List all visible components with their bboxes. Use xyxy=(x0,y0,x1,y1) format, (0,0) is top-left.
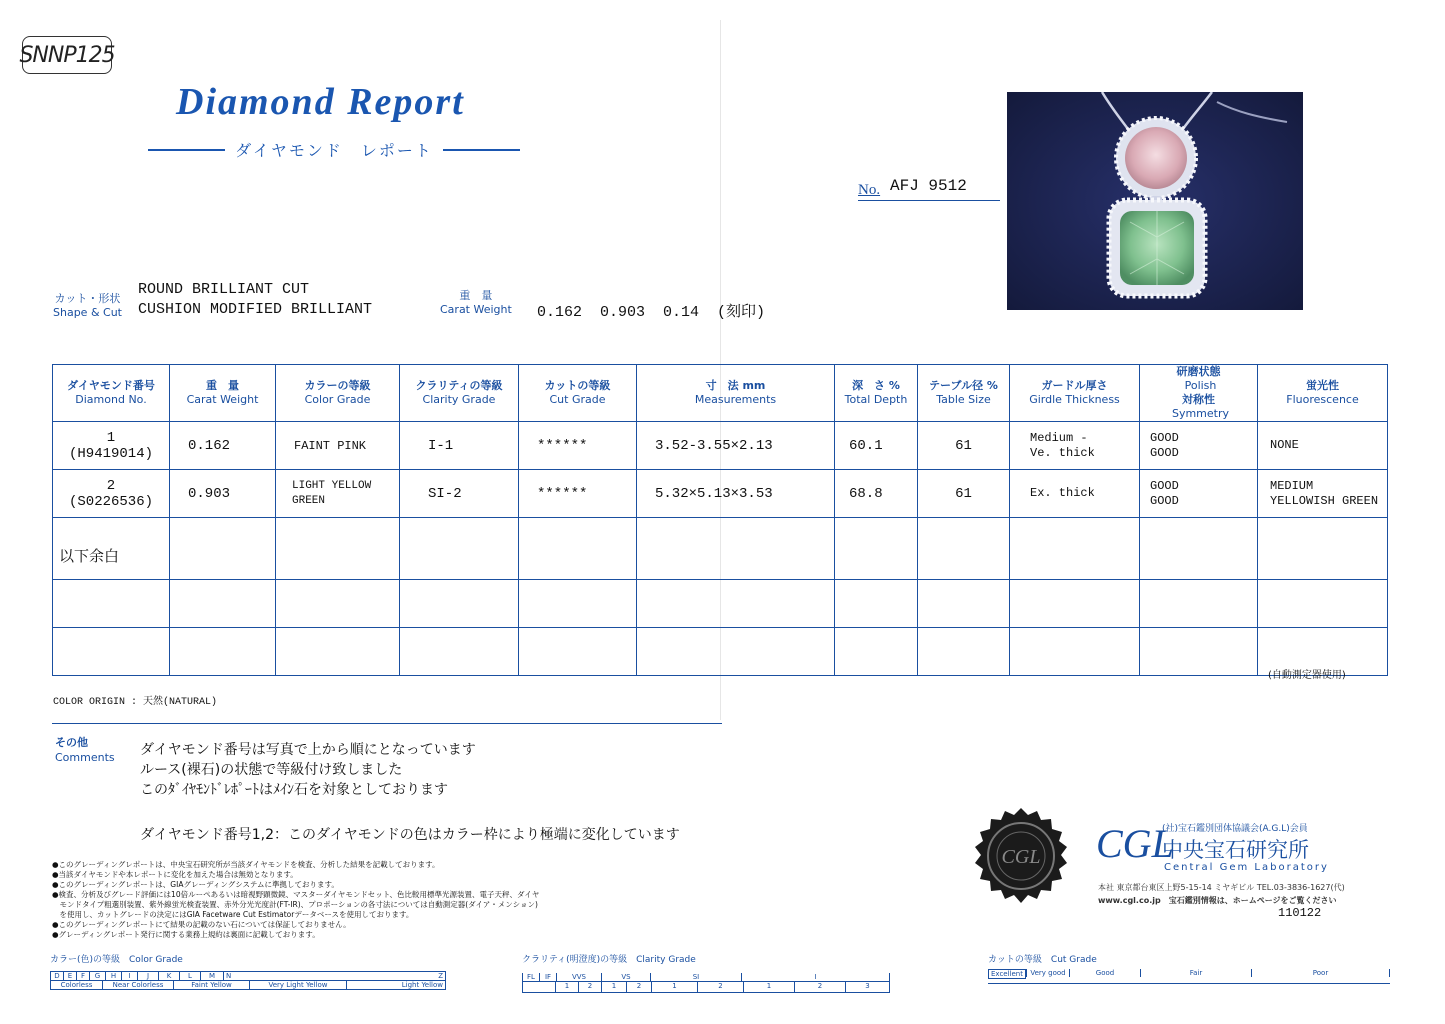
clarity-grade-scale xyxy=(522,952,890,993)
carat-weight: 0.162 xyxy=(170,422,276,470)
comments-label-jp: その他 xyxy=(55,736,88,749)
section-rule xyxy=(52,723,722,724)
measurements: 3.52-3.55×2.13 xyxy=(637,422,835,470)
footnote: ●当該ダイヤモンドや本レポートに変化を加えた場合は無効となります。 xyxy=(52,870,298,879)
color-grade-tick: N xyxy=(223,972,402,980)
subtitle-rule-left xyxy=(148,149,225,151)
clarity-grade-tick: IF xyxy=(539,973,556,981)
color-group-label: Colorless xyxy=(50,981,102,989)
cut-grade-tick: Good xyxy=(1069,969,1140,977)
seal-text: CGL xyxy=(1001,846,1041,868)
clarity-grade-tick: FL xyxy=(522,973,539,981)
header-measurements: 寸 法 mm Measurements xyxy=(637,365,835,422)
diamond-no: 1 (H9419014) xyxy=(53,422,170,470)
cut-grade-scale xyxy=(988,952,1390,984)
clarity-sub-tick: 1 xyxy=(601,982,626,992)
clarity-sub-tick: 2 xyxy=(626,982,651,992)
report-subtitle: ダイヤモンド レポート xyxy=(235,141,433,160)
color-group-label: Near Colorless xyxy=(102,981,173,989)
blank-note: 以下余白 xyxy=(53,518,170,580)
color-grade-tick: I xyxy=(121,972,137,980)
shape-cut-value-2: CUSHION MODIFIED BRILLIANT xyxy=(138,301,373,318)
color-grade-tick: J xyxy=(137,972,158,980)
girdle-thickness: Medium - Ve. thick xyxy=(1010,422,1140,470)
footnote: ●検査、分析及びグレード評価には10倍ルーペあるいは暗視野顕微鏡、マスターダイヤモンドセット、色比較用標準光源装置、電子天秤、ダイヤ xyxy=(52,890,540,899)
carat-weight-label-en: Carat Weight xyxy=(440,303,512,316)
girdle-thickness: Ex. thick xyxy=(1010,470,1140,518)
color-grade-tick: L xyxy=(179,972,200,980)
clarity-grade-tick: VS xyxy=(601,973,650,981)
shape-cut-value-1: ROUND BRILLIANT CUT xyxy=(138,281,310,298)
carat-weight-label xyxy=(440,289,512,317)
clarity-grade: SI-2 xyxy=(400,470,519,518)
table-row-blank xyxy=(53,518,1388,580)
table-row-empty xyxy=(53,580,1388,628)
header-carat-weight: 重 量 Carat Weight xyxy=(170,365,276,422)
report-number-value: AFJ 9512 xyxy=(890,177,967,195)
color-grade: FAINT PINK xyxy=(276,422,400,470)
report-code: 110122 xyxy=(1278,906,1322,920)
footnote: ●このグレーディングレポートは、中央宝石研究所が当該ダイヤモンドを検査、分析した結果を記載しております。 xyxy=(52,860,440,869)
pendant-illustration xyxy=(1007,92,1303,310)
comment-color-note: ダイヤモンド番号1,2：このダイヤモンドの色はカラー枠により極端に変化しています xyxy=(140,827,680,843)
polish-symmetry: GOOD GOOD xyxy=(1140,422,1258,470)
lab-name-jp: 中央宝石研究所 xyxy=(1162,838,1309,862)
comments-text xyxy=(140,740,476,800)
cut-grade: ****** xyxy=(519,422,637,470)
header-diamond-no: ダイヤモンド番号 Diamond No. xyxy=(53,365,170,422)
pendant-photo xyxy=(1007,92,1303,310)
clarity-grade-tick: SI xyxy=(650,973,741,981)
cgl-logo: CGL xyxy=(1096,821,1174,866)
embossed-seal xyxy=(966,806,1076,916)
total-depth: 60.1 xyxy=(835,422,918,470)
color-grade-tick: D xyxy=(50,972,63,980)
shape-cut-label-jp: カット・形状 xyxy=(54,292,121,305)
table-row xyxy=(53,422,1388,470)
color-group-label: Light Yellow xyxy=(346,981,446,989)
clarity-sub-tick: 1 xyxy=(555,982,578,992)
color-group-label: Very Light Yellow xyxy=(249,981,346,989)
lab-name-en: Central Gem Laboratory xyxy=(1164,862,1329,873)
clarity-sub-tick: 2 xyxy=(578,982,601,992)
color-origin: COLOR ORIGIN : 天然(NATURAL) xyxy=(53,697,218,708)
shape-cut-label xyxy=(53,292,122,320)
color-grade-tick: Z xyxy=(402,972,446,980)
table-size: 61 xyxy=(918,422,1010,470)
diamond-no: 2 (S0226536) xyxy=(53,470,170,518)
clarity-grade-tick: I xyxy=(741,973,890,981)
diamond-table xyxy=(52,364,1388,676)
lab-web: www.cgl.co.jp 宝石鑑別情報は、ホームページをご覧ください xyxy=(1098,896,1337,905)
report-title: Diamond Report xyxy=(176,81,465,123)
clarity-sub-tick: 2 xyxy=(794,982,845,992)
table-row xyxy=(53,470,1388,518)
carat-weight-label-jp: 重 量 xyxy=(459,289,493,302)
clarity-scale-title: クラリティ(明澄度)の等級 Clarity Grade xyxy=(522,955,696,965)
clarity-grade: I-1 xyxy=(400,422,519,470)
polish-symmetry: GOOD GOOD xyxy=(1140,470,1258,518)
comment-line: ダイヤモンド番号は写真で上から順にとなっています xyxy=(140,742,476,758)
color-grade-tick: G xyxy=(89,972,105,980)
header-fluorescence: 蛍光性 Fluorescence xyxy=(1258,365,1388,422)
footnote: モンドタイプ粗選別装置、紫外線蛍光検査装置、赤外分光光度計(FT-IR)、プロポーションの各寸法については自動測定器(ダイア・メンション) xyxy=(52,900,538,909)
clarity-sub-tick: 1 xyxy=(743,982,794,992)
footnote: を使用し、カットグレードの決定にはGIA Facetware Cut Estimatorデータベースを使用しております。 xyxy=(52,910,414,919)
measurements: 5.32×5.13×3.53 xyxy=(637,470,835,518)
footnote: ●グレーディングレポート発行に関する業務上規約は裏面に記載しております。 xyxy=(52,930,320,939)
shape-cut-values xyxy=(138,280,372,320)
auto-measure-note: (自動測定器使用) xyxy=(1268,670,1346,681)
clarity-sub-tick: 2 xyxy=(697,982,743,992)
clarity-sub-tick: 3 xyxy=(845,982,890,992)
handwritten-tag: SNNP125 xyxy=(22,36,112,74)
header-clarity-grade: クラリティの等級 Clarity Grade xyxy=(400,365,519,422)
color-scale-title: カラー(色)の等級 Color Grade xyxy=(50,955,183,965)
fluorescence: NONE xyxy=(1258,422,1388,470)
cut-grade-tick: Fair xyxy=(1140,969,1251,977)
shape-cut-label-en: Shape & Cut xyxy=(53,306,122,319)
comment-line: ルース(裸石)の状態で等級付け致しました xyxy=(140,762,403,778)
total-depth: 68.8 xyxy=(835,470,918,518)
cut-grade-tick: Poor xyxy=(1251,969,1390,977)
color-group-label: Faint Yellow xyxy=(173,981,249,989)
report-number xyxy=(858,176,1000,201)
header-color-grade: カラーの等級 Color Grade xyxy=(276,365,400,422)
lab-address-line: 本社 東京都台東区上野5-15-14 ミヤギビル TEL.03-3836-1627(代) xyxy=(1098,883,1345,892)
color-grade-tick: F xyxy=(76,972,89,980)
color-grade-tick: K xyxy=(158,972,179,980)
subtitle-row xyxy=(148,138,520,161)
clarity-sub-tick: 1 xyxy=(651,982,697,992)
clarity-grade-tick: VVS xyxy=(556,973,601,981)
cut-grade-tick: Very good xyxy=(1026,969,1069,977)
table-size: 61 xyxy=(918,470,1010,518)
fluorescence: MEDIUM YELLOWISH GREEN xyxy=(1258,470,1388,518)
lab-association: (社)宝石鑑別団体協議会(A.G.L)会員 xyxy=(1162,824,1308,834)
comments-label-en: Comments xyxy=(55,751,115,764)
cut-scale-title: カットの等級 Cut Grade xyxy=(988,955,1097,965)
carat-weight-value: 0.162 0.903 0.14 (刻印) xyxy=(537,304,766,321)
color-grade-tick: E xyxy=(63,972,76,980)
header-polish-symmetry: 研磨状態 Polish 対称性 Symmetry xyxy=(1140,365,1258,422)
table-header-row xyxy=(53,365,1388,422)
subtitle-rule-right xyxy=(443,149,520,151)
footnotes xyxy=(52,860,652,940)
color-grade-tick: M xyxy=(200,972,223,980)
report-number-label: No. xyxy=(858,182,881,198)
seal-icon xyxy=(966,806,1076,916)
carat-weight: 0.903 xyxy=(170,470,276,518)
footnote: ●このグレーディングレポートにて結果の記載のない石については保証しておりません。 xyxy=(52,920,351,929)
table-row-empty xyxy=(53,628,1388,676)
header-cut-grade: カットの等級 Cut Grade xyxy=(519,365,637,422)
footnote: ●このグレーディングレポートは、GIAグレーディングシステムに準拠しております。 xyxy=(52,880,339,889)
comment-line: このﾀﾞｲﾔﾓﾝﾄﾞﾚﾎﾟｰﾄはﾒｲﾝ石を対象としております xyxy=(140,782,448,798)
comments-label xyxy=(55,735,115,765)
cut-grade: ****** xyxy=(519,470,637,518)
color-grade-tick: H xyxy=(105,972,121,980)
lab-address xyxy=(1098,881,1345,907)
header-girdle: ガードル厚さ Girdle Thickness xyxy=(1010,365,1140,422)
color-grade-scale xyxy=(50,952,446,990)
header-table-size: テーブル径 % Table Size xyxy=(918,365,1010,422)
cut-grade-tick: Excellent xyxy=(988,969,1026,979)
color-grade: LIGHT YELLOW GREEN xyxy=(276,470,400,518)
header-total-depth: 深 さ % Total Depth xyxy=(835,365,918,422)
